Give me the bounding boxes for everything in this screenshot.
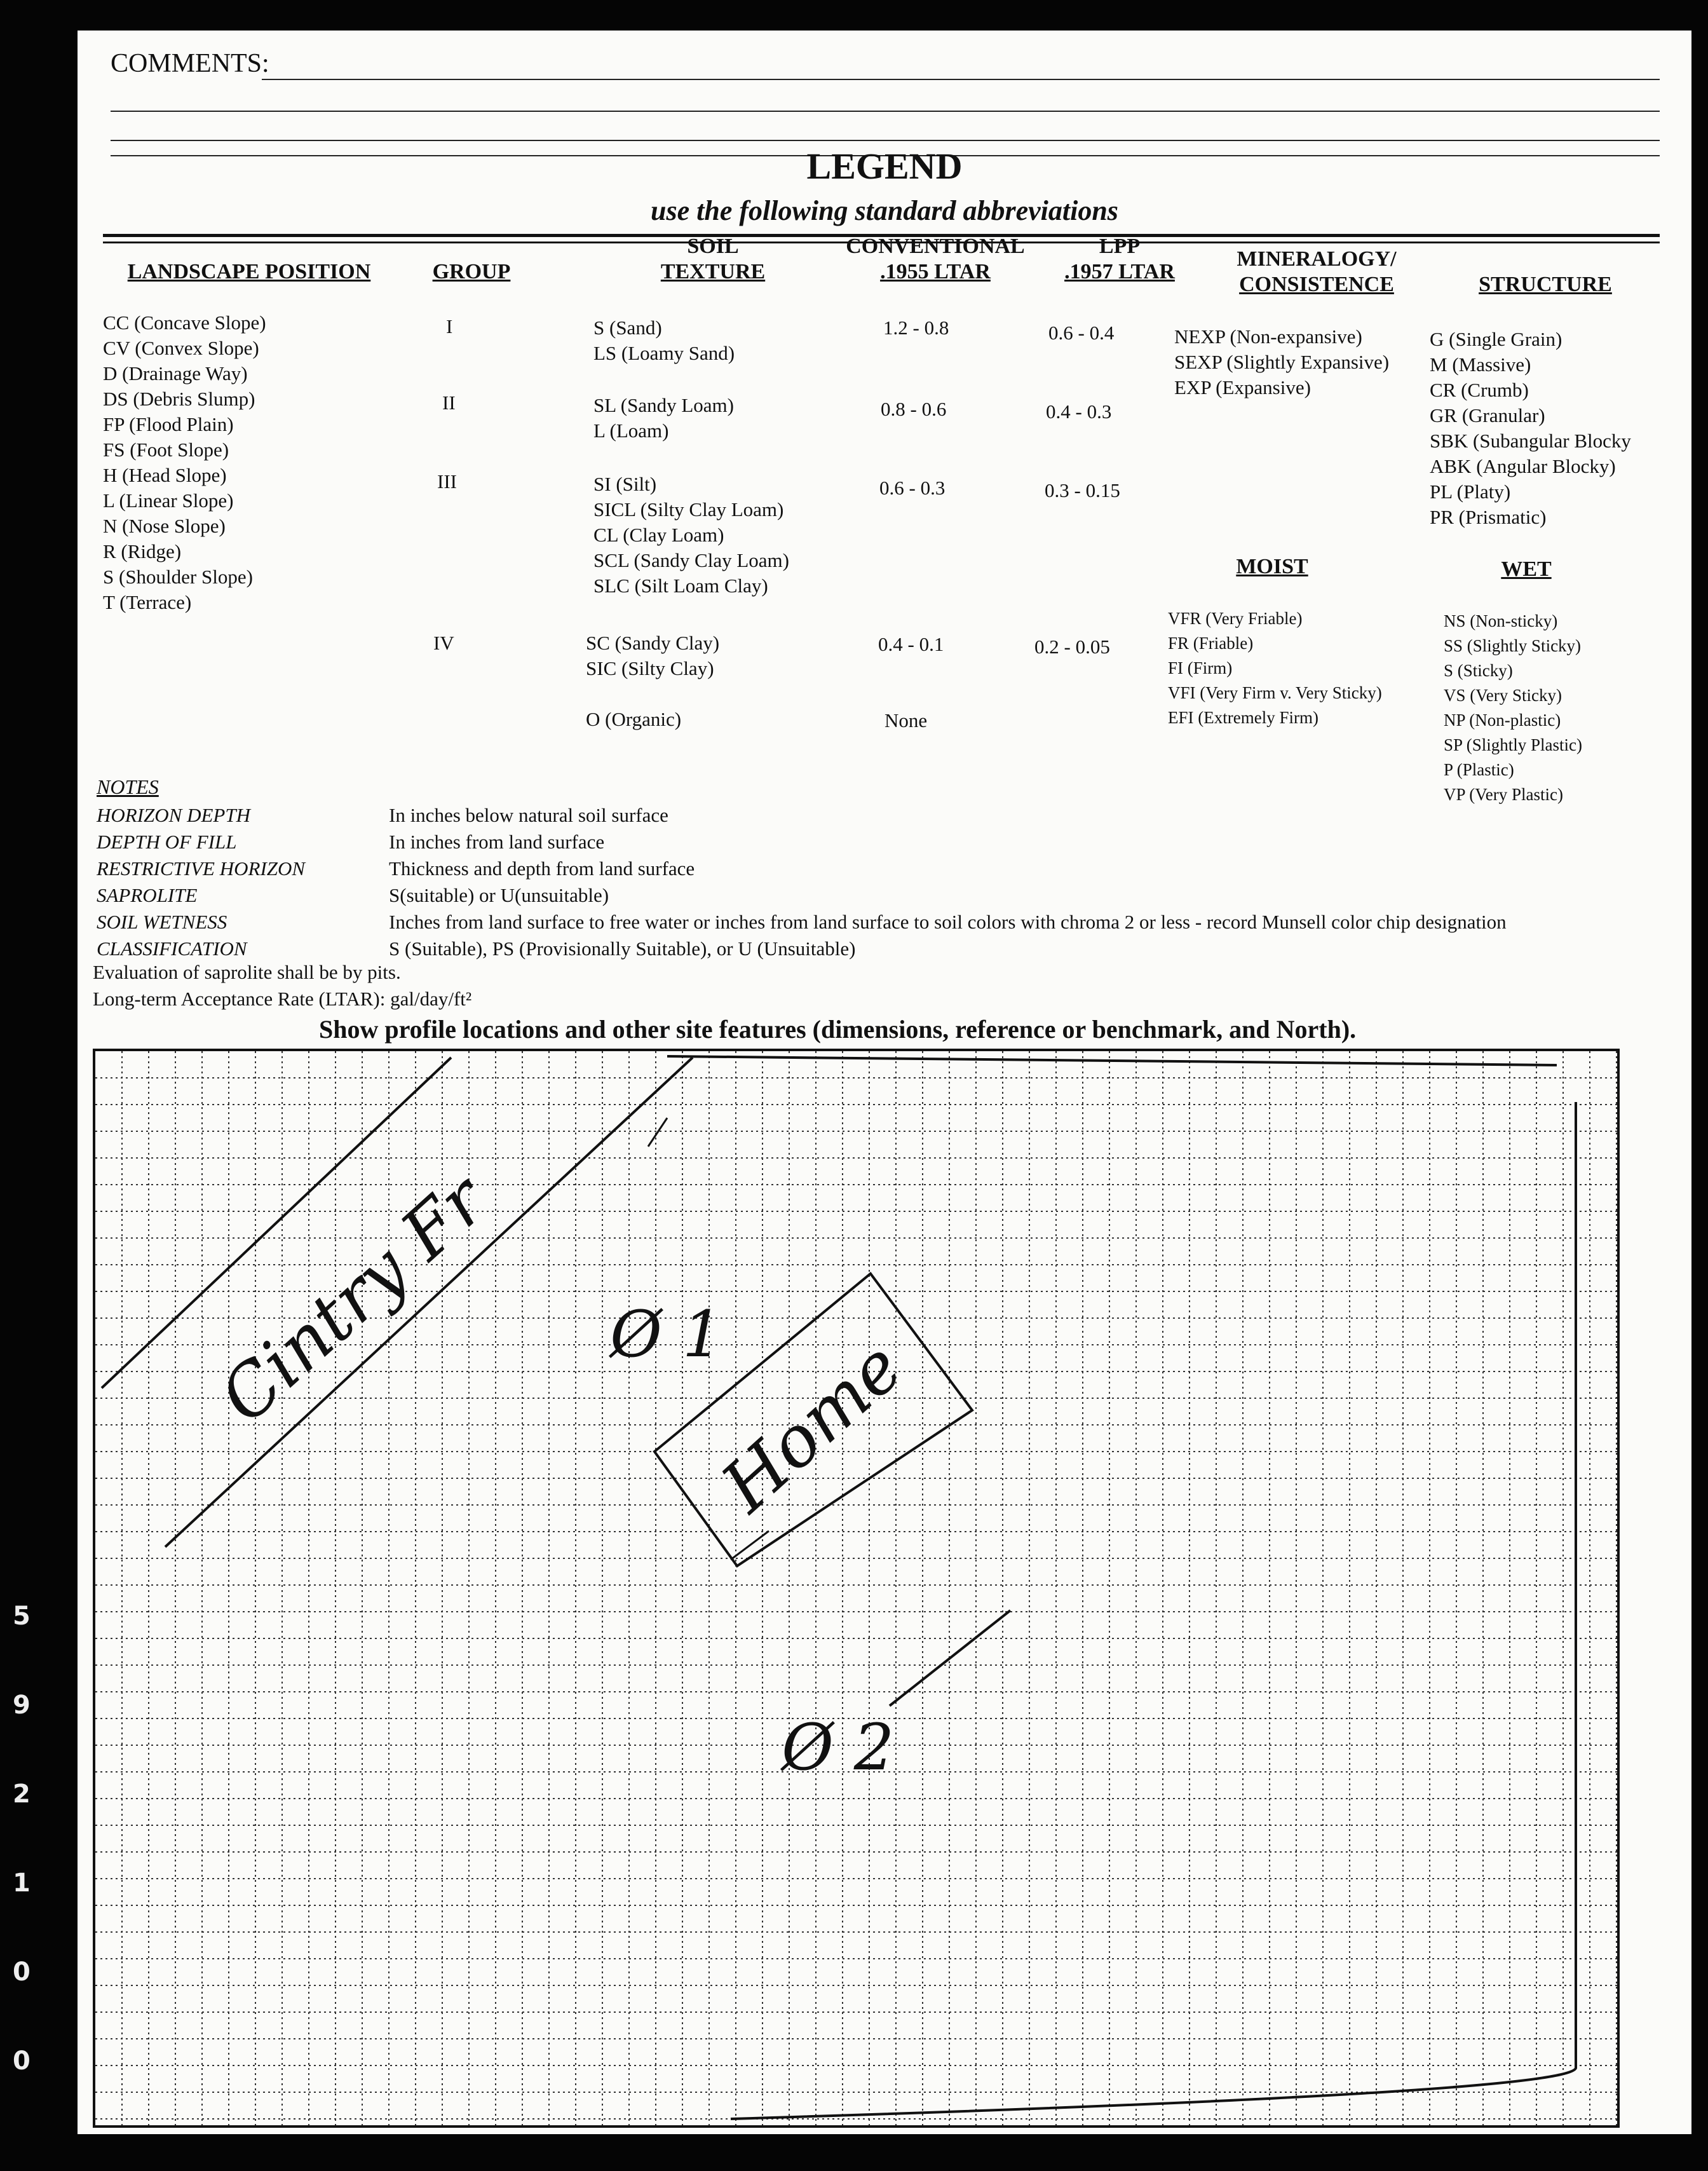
saprolite-note: Evaluation of saprolite shall be by pits.: [93, 961, 401, 983]
list-item: GR (Granular): [1430, 404, 1545, 426]
handwritten-sketch: [95, 1051, 1617, 2125]
margin-stamp-digit: 0: [13, 2046, 30, 2076]
header-soil-texture-line1: SOIL: [687, 235, 739, 258]
list-item: EFI (Extremely Firm): [1168, 708, 1318, 727]
group-value: III: [437, 470, 457, 493]
notes-desc: Inches from land surface to free water or inches from land surface to soil colors with chroma 2 or less - record Munsell color chip designation: [389, 911, 1507, 933]
list-item: P (Plastic): [1444, 760, 1514, 779]
header-structure: [1444, 272, 1647, 297]
header-conventional-line2: .1955 LTAR: [880, 260, 991, 283]
notes-term: DEPTH OF FILL: [97, 831, 237, 853]
lpp-ltar-value: 0.2 - 0.05: [1034, 636, 1110, 658]
header-lpp-ltar: [1043, 234, 1196, 285]
header-conventional-ltar: [827, 234, 1043, 285]
conventional-ltar-value: 0.8 - 0.6: [881, 398, 947, 420]
comments-label: COMMENTS:: [111, 49, 269, 78]
list-item: CC (Concave Slope): [103, 311, 266, 334]
list-item: L (Loam): [593, 419, 669, 442]
texture-group-iv: [586, 630, 719, 681]
header-conventional-line1: CONVENTIONAL: [846, 235, 1025, 258]
list-item: NS (Non-sticky): [1444, 611, 1558, 630]
texture-group-i: [593, 315, 735, 366]
group-value: IV: [433, 632, 454, 654]
margin-stamp-digit: 9: [13, 1691, 30, 1720]
sketch-caption: Show profile locations and other site features (dimensions, reference or benchmark, and North).: [319, 1015, 1357, 1044]
home-mark: [731, 1531, 769, 1560]
list-item: H (Head Slope): [103, 464, 227, 486]
notes-desc: In inches below natural soil surface: [389, 804, 668, 826]
comments-line[interactable]: [111, 140, 1660, 141]
group-value: I: [446, 315, 453, 337]
header-lpp-line1: LPP: [1099, 235, 1141, 258]
conventional-ltar-value: 1.2 - 0.8: [883, 316, 949, 339]
conventional-ltar-value: 0.4 - 0.1: [878, 633, 944, 655]
list-item: VFR (Very Friable): [1168, 609, 1303, 628]
header-landscape-text: LANDSCAPE POSITION: [127, 260, 371, 283]
notes-desc: Thickness and depth from land surface: [389, 857, 695, 880]
header-group-text: GROUP: [432, 260, 511, 283]
list-item: NP (Non-plastic): [1444, 711, 1561, 730]
pit2-line: [890, 1610, 1010, 1706]
list-item: FS (Foot Slope): [103, 439, 229, 461]
list-item: M (Massive): [1430, 353, 1531, 376]
list-item: SLC (Silt Loam Clay): [593, 575, 768, 597]
notes-desc: S(suitable) or U(unsuitable): [389, 884, 609, 906]
list-item: SS (Slightly Sticky): [1444, 636, 1582, 655]
margin-stamp-digit: 2: [13, 1780, 30, 1809]
list-item: EXP (Expansive): [1174, 376, 1311, 398]
notes-term: CLASSIFICATION: [97, 937, 247, 960]
list-item: PR (Prismatic): [1430, 506, 1547, 528]
group-value: II: [442, 391, 456, 414]
list-item: FR (Friable): [1168, 634, 1254, 653]
top-border-stroke: [667, 1056, 1557, 1065]
texture-organic: O (Organic): [586, 708, 682, 730]
structure-list: [1430, 327, 1631, 530]
header-group: [408, 259, 535, 285]
texture-group-ii: [593, 393, 734, 444]
comments-line[interactable]: [262, 79, 1660, 80]
list-item: SC (Sandy Clay): [586, 632, 720, 654]
notes-desc: S (Suitable), PS (Provisionally Suitable), or U (Unsuitable): [389, 937, 856, 960]
margin-stamp-digit: 1: [13, 1868, 30, 1898]
list-item: PL (Platy): [1430, 480, 1511, 503]
list-item: SEXP (Slightly Expansive): [1174, 351, 1390, 373]
notes-term: SOIL WETNESS: [97, 911, 227, 933]
list-item: SP (Slightly Plastic): [1444, 735, 1583, 754]
list-item: L (Linear Slope): [103, 489, 234, 512]
notes-term: RESTRICTIVE HORIZON: [97, 857, 306, 880]
list-item: S (Sand): [593, 316, 662, 339]
landscape-position-list: [103, 310, 266, 615]
list-item: CR (Crumb): [1430, 379, 1529, 401]
list-item: S (Sticky): [1444, 661, 1513, 680]
list-item: D (Drainage Way): [103, 362, 248, 385]
header-mineralogy-line1: MINERALOGY/: [1237, 247, 1397, 271]
notes-heading: NOTES: [97, 775, 159, 798]
lpp-ltar-value: 0.4 - 0.3: [1046, 400, 1112, 423]
list-item: CV (Convex Slope): [103, 337, 259, 359]
list-item: ABK (Angular Blocky): [1430, 455, 1616, 477]
list-item: R (Ridge): [103, 540, 182, 562]
header-soil-texture: [605, 234, 821, 285]
conventional-ltar-value: 0.6 - 0.3: [879, 477, 946, 499]
header-mineralogy-line2: CONSISTENCE: [1239, 273, 1394, 296]
notes-term: SAPROLITE: [97, 884, 198, 906]
legend-subtitle: use the following standard abbreviations: [651, 195, 1118, 226]
header-structure-text: STRUCTURE: [1479, 273, 1612, 296]
ltar-note: Long-term Acceptance Rate (LTAR): gal/day/ft²: [93, 988, 472, 1010]
header-wet: [1475, 557, 1577, 582]
margin-stamp-digit: 5: [13, 1602, 30, 1631]
list-item: SL (Sandy Loam): [593, 394, 734, 416]
handwritten-home-label: Home: [706, 1326, 918, 1528]
list-item: SCL (Sandy Clay Loam): [593, 549, 789, 571]
list-item: SICL (Silty Clay Loam): [593, 498, 784, 521]
header-soil-texture-line2: TEXTURE: [660, 260, 766, 283]
moist-list: [1168, 606, 1382, 730]
handwritten-pit1-label: Ø 1: [610, 1297, 723, 1371]
notes-desc: In inches from land surface: [389, 831, 605, 853]
list-item: CL (Clay Loam): [593, 524, 724, 546]
list-item: LS (Loamy Sand): [593, 342, 735, 364]
handwritten-pit2-label: Ø 2: [782, 1710, 895, 1785]
soil-evaluation-form-page: [78, 31, 1691, 2134]
lpp-ltar-value: 0.3 - 0.15: [1045, 479, 1120, 501]
list-item: G (Single Grain): [1430, 328, 1562, 350]
site-sketch-grid[interactable]: [93, 1049, 1620, 2128]
comments-line[interactable]: [111, 111, 1660, 112]
list-item: VFI (Very Firm v. Very Sticky): [1168, 683, 1382, 702]
wet-list: [1444, 609, 1582, 807]
texture-group-iii: [593, 472, 789, 599]
mineralogy-list: [1174, 324, 1389, 400]
list-item: FI (Firm): [1168, 658, 1233, 677]
list-item: VS (Very Sticky): [1444, 686, 1562, 705]
list-item: N (Nose Slope): [103, 515, 226, 537]
header-mineralogy-consistence: [1183, 247, 1450, 297]
conventional-ltar-value: None: [884, 709, 928, 732]
list-item: S (Shoulder Slope): [103, 566, 253, 588]
list-item: VP (Very Plastic): [1444, 785, 1563, 804]
list-item: DS (Debris Slump): [103, 388, 255, 410]
header-wet-text: WET: [1501, 557, 1552, 581]
header-lpp-line2: .1957 LTAR: [1064, 260, 1175, 283]
header-landscape-position: [103, 259, 395, 285]
lpp-ltar-value: 0.6 - 0.4: [1048, 322, 1115, 344]
notes-term: HORIZON DEPTH: [97, 804, 250, 826]
handwritten-road-label: Cintry Fr: [204, 1159, 501, 1439]
list-item: FP (Flood Plain): [103, 413, 234, 435]
legend-title: LEGEND: [806, 146, 963, 187]
list-item: SIC (Silty Clay): [586, 657, 714, 679]
header-moist: [1209, 554, 1336, 580]
list-item: SBK (Subangular Blocky: [1430, 430, 1631, 452]
road-tick: [648, 1118, 667, 1147]
list-item: SI (Silt): [593, 473, 657, 495]
margin-stamp-digit: 0: [13, 1957, 30, 1987]
list-item: T (Terrace): [103, 591, 192, 613]
property-boundary-line: [731, 1102, 1576, 2119]
list-item: NEXP (Non-expansive): [1174, 325, 1362, 348]
header-moist-text: MOIST: [1236, 555, 1308, 578]
